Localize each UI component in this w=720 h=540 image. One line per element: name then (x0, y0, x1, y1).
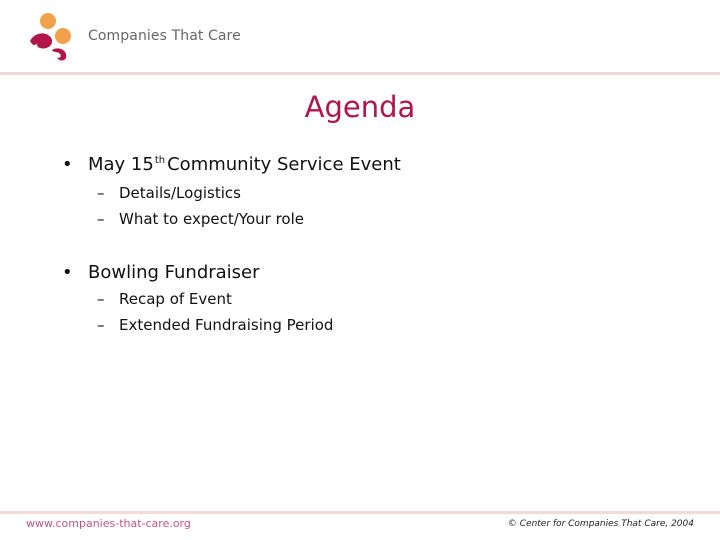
slide-title (0, 90, 720, 124)
sub-item-text: Details/Logistics (119, 184, 241, 202)
sub-glyph: – (97, 290, 105, 308)
bullet-glyph: • (62, 262, 73, 283)
footer-copyright: © Center for Companies That Care, 2004 (507, 519, 694, 529)
sub-item-text: What to expect/Your role (119, 210, 304, 228)
sub-glyph: – (97, 184, 105, 202)
sub-item (97, 210, 304, 228)
sub-item (97, 316, 333, 334)
brand-name: Companies That Care (88, 28, 241, 44)
bullet-item (62, 154, 401, 175)
bullet-text: Bowling Fundraiser (88, 262, 260, 283)
companies-that-care-logo-icon (22, 10, 82, 65)
ordinal-suffix: th (154, 155, 166, 166)
sub-glyph: – (97, 210, 105, 228)
bullet-text: May 15 (88, 154, 154, 175)
sub-item-text: Extended Fundraising Period (119, 316, 334, 334)
slide-title-text: Agenda (304, 90, 416, 124)
footer-url: www.companies-that-care.org (26, 517, 191, 530)
bullet-item (62, 262, 260, 283)
sub-item (97, 184, 241, 202)
bullet-text-rest: Community Service Event (167, 154, 401, 175)
bullet-glyph: • (62, 154, 73, 175)
sub-item (97, 290, 232, 308)
header-divider (0, 72, 720, 75)
sub-item-text: Recap of Event (119, 290, 232, 308)
footer-divider (0, 511, 720, 514)
sub-glyph: – (97, 316, 105, 334)
